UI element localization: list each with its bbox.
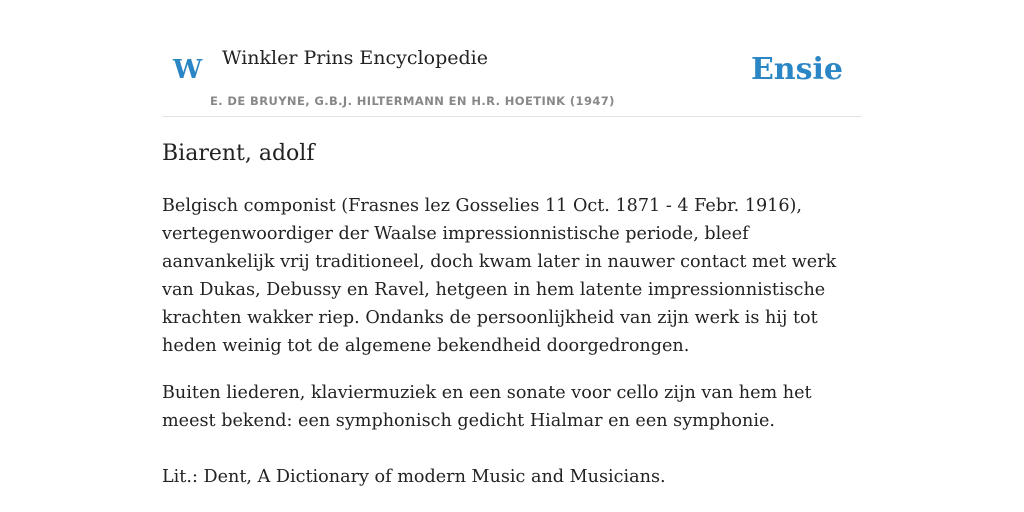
book-logo[interactable]: W xyxy=(173,55,203,85)
book-title-link[interactable]: Winkler Prins Encyclopedie xyxy=(222,47,488,69)
book-authors: E. DE BRUYNE, G.B.J. HILTERMANN EN H.R. HOETINK (1947) xyxy=(210,94,615,108)
entry-paragraph: Belgisch componist (Frasnes lez Gosselies 11 Oct. 1871 - 4 Febr. 1916), vertegenwoordiger der Waalse impressionnistische periode, bleef aanvankelijk vrij traditioneel, doch kwam later in nauwer contact met werk van Dukas, Debussy en Ravel, hetgeen in hem latente impressionnistische krachten wakker riep. Ondanks de persoonlijkheid van zijn werk is hij tot heden weinig tot de algemene bekendheid doorgedrongen. xyxy=(162,196,837,356)
entry-paragraph: Buiten liederen, klaviermuziek en een sonate voor cello zijn van hem het meest bekend: een symphonisch gedicht Hialmar en een symphonie. xyxy=(162,383,812,431)
header xyxy=(162,0,862,117)
ensie-logo-link[interactable]: Ensie xyxy=(750,52,843,87)
entry-title: Biarent, adolf xyxy=(162,141,315,166)
page xyxy=(162,0,862,512)
entry-literature: Lit.: Dent, A Dictionary of modern Music and Musicians. xyxy=(162,467,666,487)
